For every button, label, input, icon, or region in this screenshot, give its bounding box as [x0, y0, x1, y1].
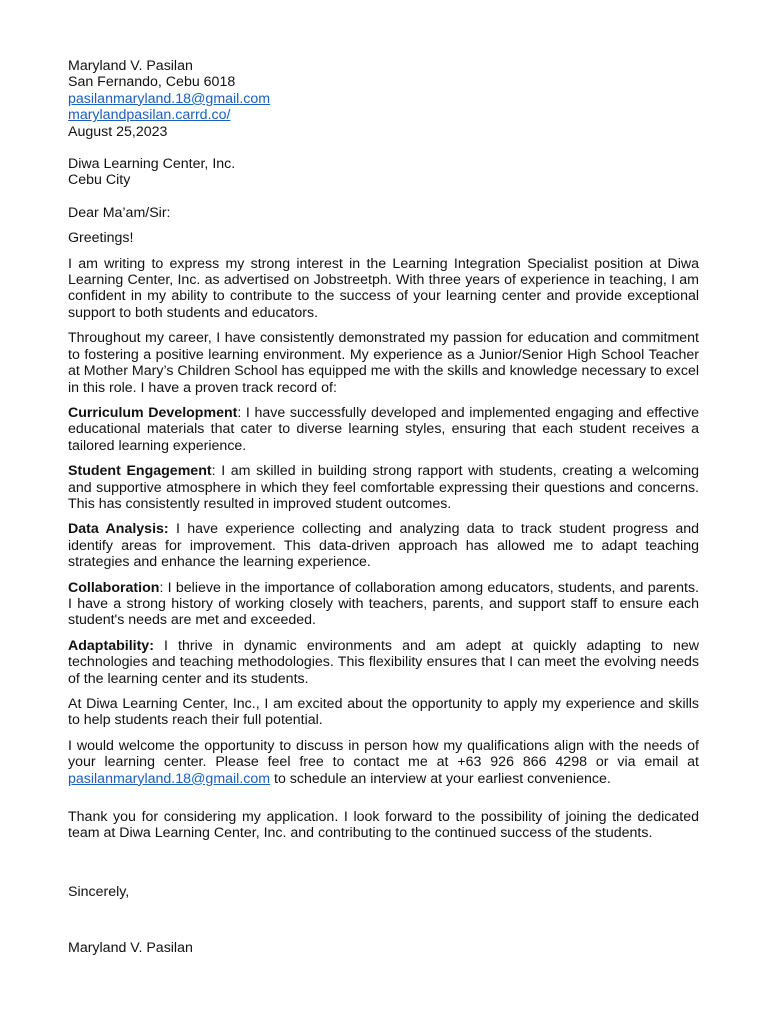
skill-description: I believe in the importance of collaboration among educators, students, and parents. I have a strong history of working closely with teachers, parents, and support staff to ensure each student's needs are met and exceeded.	[68, 579, 699, 629]
letter-date: August 25,2023	[68, 123, 168, 140]
skill-term: Data Analysis:	[68, 521, 169, 538]
contact-email-link[interactable]: pasilanmaryland.18@gmail.com	[68, 770, 271, 787]
sender-email-link[interactable]: pasilanmaryland.18@gmail.com	[68, 90, 271, 107]
closing-phrase: Sincerely,	[68, 883, 130, 900]
salutation: Dear Ma’am/Sir:	[68, 204, 171, 221]
skill-data-analysis	[68, 521, 699, 570]
skill-term: Adaptability:	[68, 637, 154, 654]
sender-block	[68, 58, 699, 140]
skill-description: I am skilled in building strong rapport with students, creating a welcoming and supportive atmosphere in which they feel comfortable expressing their questions and concerns. This has consistently resulted in improved student outcomes.	[68, 463, 699, 512]
greeting: Greetings!	[68, 230, 134, 247]
cover-letter	[68, 58, 699, 957]
signature-name: Maryland V. Pasilan	[68, 940, 193, 957]
skill-description: I thrive in dynamic environments and am adept at quickly adapting to new technologies and teaching methodologies. This flexibility ensures that I can meet the evolving needs of the learning center and its students.	[68, 637, 699, 687]
intro-paragraph: I am writing to express my strong interest in the Learning Integration Specialist position at Diwa Learning Center, Inc. as advertised on Jobstreetph. With three years of experience in teaching, I am confident in my ability to contribute to the success of your learning center and provide exceptional support to both students and educators.	[68, 255, 699, 321]
skill-term: Collaboration	[68, 579, 160, 596]
sender-address: San Fernando, Cebu 6018	[68, 74, 236, 91]
contact-paragraph: I would welcome the opportunity to discuss in person how my qualifications align with the needs of your learning center. Please feel free to contact me at +63 926 866 4298 or via email at pasilanmaryland.18@gmail.com to schedule an interview at your earliest convenience.	[68, 737, 699, 787]
sender-name: Maryland V. Pasilan	[68, 58, 193, 74]
skill-student-engagement: Student Engagement: I am skilled in building strong rapport with students, creating a welcoming and supportive atmosphere in which they feel comfortable expressing their questions and concerns. This has consistently resulted in improved student outcomes.	[68, 463, 699, 512]
recipient-city: Cebu City	[68, 172, 131, 189]
closing-intro-paragraph: At Diwa Learning Center, Inc., I am excited about the opportunity to apply my experience and skills to help students reach their full potential.	[68, 696, 699, 729]
skill-curriculum-development: Curriculum Development: I have successfully developed and implemented engaging and effective educational materials that cater to diverse learning styles, ensuring that each student receives a tailored learning experience.	[68, 404, 699, 454]
career-paragraph: Throughout my career, I have consistently demonstrated my passion for education and commitment to fostering a positive learning environment. My experience as a Junior/Senior High School Teacher at Mother Mary’s Children School has equipped me with the skills and knowledge necessary to excel in this role. I have a proven track record of:	[68, 330, 699, 396]
sender-website-link[interactable]: marylandpasilan.carrd.co/	[68, 107, 231, 124]
skill-term: Curriculum Development	[68, 404, 238, 421]
skill-adaptability	[68, 638, 699, 687]
skill-description: I have successfully developed and implemented engaging and effective educational materials that cater to diverse learning styles, ensuring that each student receives a tailored learning experience.	[68, 404, 699, 454]
recipient-company: Diwa Learning Center, Inc.	[68, 156, 236, 173]
recipient-block	[68, 156, 699, 189]
skill-collaboration: Collaboration: I believe in the importance of collaboration among educators, students, and parents. I have a strong history of working closely with teachers, parents, and support staff to ensure each student's needs are met and exceeded.	[68, 579, 699, 629]
skill-description: I have experience collecting and analyzing data to track student progress and identify areas for improvement. This data-driven approach has allowed me to adapt teaching strategies and enhance the learning experience.	[68, 521, 700, 571]
thanks-paragraph: Thank you for considering my application. I look forward to the possibility of joining the dedicated team at Diwa Learning Center, Inc. and contributing to the continued success of the students.	[68, 809, 699, 842]
skill-term: Student Engagement	[68, 463, 212, 480]
